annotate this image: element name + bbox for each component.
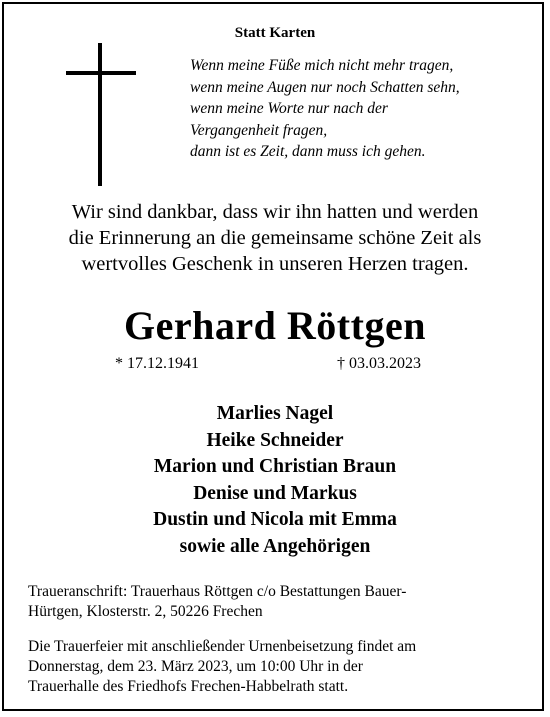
address-line: Traueranschrift: Trauerhaus Röttgen c/o Bestattungen Bauer- <box>28 583 407 600</box>
birth-date: * 17.12.1941 <box>115 355 199 372</box>
poem-line: Vergangenheit fragen, <box>190 121 328 139</box>
poem-line: wenn meine Worte nur nach der <box>190 100 388 117</box>
funeral-service-info <box>28 637 528 697</box>
deceased-name: Gerhard Röttgen <box>124 303 426 348</box>
service-line: Trauerhalle des Friedhofs Frechen-Habbelrath statt. <box>28 678 349 695</box>
gratitude-line: Wir sind dankbar, dass wir ihn hatten und werden <box>71 201 479 223</box>
poem <box>190 55 530 163</box>
address-line: Hürtgen, Klosterstr. 2, 50226 Frechen <box>28 602 263 620</box>
poem-line: dann ist es Zeit, dann muss ich gehen. <box>190 143 426 160</box>
mourning-address <box>28 582 528 621</box>
cross-horizontal-bar <box>66 71 136 75</box>
service-line: Die Trauerfeier mit anschließender Urnenbeisetzung findet am <box>28 638 417 655</box>
mourner-line: sowie alle Angehörigen <box>179 535 371 557</box>
mourner-line: Dustin und Nicola mit Emma <box>153 509 397 530</box>
mourner-line: Heike Schneider <box>206 429 344 451</box>
cross-icon <box>66 43 136 186</box>
poem-line: Wenn meine Füße mich nicht mehr tragen, <box>190 57 454 74</box>
cross-vertical-bar <box>98 43 102 186</box>
service-line: Donnerstag, dem 23. März 2023, um 10:00 Uhr in der <box>28 658 363 675</box>
mourners-list <box>0 401 550 560</box>
poem-line: wenn meine Augen nur noch Schatten sehn, <box>190 78 460 96</box>
mourner-line: Denise und Markus <box>193 482 357 504</box>
death-date: † 03.03.2023 <box>337 355 421 372</box>
gratitude-line: wertvolles Geschenk in unseren Herzen tragen. <box>81 253 469 275</box>
gratitude-line: die Erinnerung an die gemeinsame schöne Zeit als <box>68 227 482 249</box>
mourner-line: Marlies Nagel <box>216 403 334 424</box>
mourner-line: Marion und Christian Braun <box>153 456 397 477</box>
header-label: Statt Karten <box>234 25 316 41</box>
gratitude-text <box>0 199 550 277</box>
